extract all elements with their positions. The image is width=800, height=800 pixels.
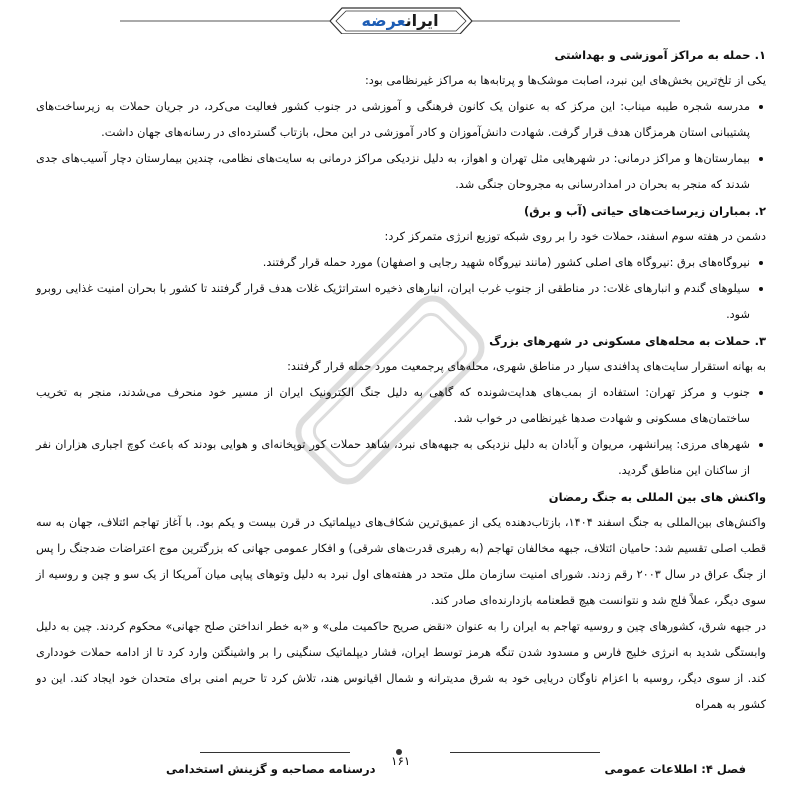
bullet-list <box>36 94 766 198</box>
section-intro: یکی از تلخ‌ترین بخش‌های این نبرد، اصابت موشک‌ها و پرتابه‌ها به مراکز غیرنظامی بود: <box>364 74 766 87</box>
chapter-title: فصل ۴: اطلاعات عمومی <box>604 762 746 776</box>
page-number: ۱۶۱ <box>391 754 411 768</box>
list-item: جنوب و مرکز تهران: استفاده از بمب‌های هدایت‌شونده که گاهی به دلیل جنگ الکترونیک ایران از مسیر خود منحرف می‌شدند، منجر به تخریب ساختمان‌های مسکونی و شهادت صدها غیرنظامی در خواب شد. <box>36 380 750 432</box>
section-heading: ۲. بمباران زیرساخت‌های حیاتی (آب و برق) <box>523 204 766 218</box>
site-logo <box>350 8 450 34</box>
list-item: شهرهای مرزی: پیرانشهر، مریوان و آبادان به دلیل نزدیکی به جبهه‌های نبرد، شاهد حملات کور توپخانه‌ای و هوایی بودند که باعث کوچ اجباری هزاران نفر از ساکنان این مناطق گردید. <box>36 432 750 484</box>
list-item: مدرسه شجره طیبه میناب: این مرکز که به عنوان یک کانون فرهنگی و آموزشی در جنوب کشور فعالیت می‌کرد، در جریان حملات به زیرساخت‌های پشتیبانی استان هرمزگان هدف قرار گرفت. شهادت دانش‌آموزان و کادر آموزشی در این محل، بازتاب گسترده‌ای در رسانه‌های جهان داشت. <box>36 94 750 146</box>
section-heading: ۱. حمله به مراکز آموزشی و بهداشتی <box>554 48 766 62</box>
list-item: بیمارستان‌ها و مراکز درمانی: در شهرهایی مثل تهران و اهواز، به دلیل نزدیکی مراکز درمانی به سایت‌های نظامی، چندین بیمارستان دچار آسیب‌های جدی شدند که منجر به بحران در امدادرسانی به مجروحان جنگی شد. <box>36 146 750 198</box>
list-item: سیلوهای گندم و انبارهای غلات: در مناطقی از جنوب غرب ایران، انبارهای ذخیره استراتژیک غلات هدف قرار گرفتند تا کشور با بحران امنیت غذایی روبرو شود. <box>36 276 750 328</box>
page-content <box>36 42 766 718</box>
body-paragraph: در جبهه شرق، کشورهای چین و روسیه تهاجم به ایران را به عنوان «نقض صریح حاکمیت ملی» و «به خطر انداختن صلح جهانی» محکوم کردند. چین به دلیل وابستگی شدید به انرژی خلیج فارس و مسدود شدن تنگه هرمز توسط ایران، فشار دیپلماتیک سنگینی را بر واشینگتن وارد کرد تا از ادامه حملات خودداری کند. از سوی دیگر، روسیه با اعزام ناوگان دریایی خود به شرق مدیترانه و شمال اقیانوس هند، تلاش کرد تا حریم امنی برای متحدان خود ایجاد کند. این دو کشور به همراه <box>36 620 766 711</box>
footer-divider <box>200 752 600 753</box>
bullet-list <box>36 380 766 484</box>
list-item: نیروگاه‌های برق :نیروگاه های اصلی کشور (مانند نیروگاه شهید رجایی و اصفهان) مورد حمله قرار گرفتند. <box>36 250 750 276</box>
section-heading: ۳. حملات به محله‌های مسکونی در شهرهای بزرگ <box>489 334 766 348</box>
body-paragraph: واکنش‌های بین‌المللی به جنگ اسفند ۱۴۰۴، بازتاب‌دهنده یکی از عمیق‌ترین شکاف‌های دیپلماتیک در قرن بیست و یکم بود. با آغاز تهاجم ائتلاف، جهان به سه قطب اصلی تقسیم شد: حامیان ائتلاف، جبهه مخالفان تهاجم (به رهبری قدرت‌های شرقی) و افکار عمومی جهانی که بزرگترین موج اعتراضات ضدجنگ را پس از جنگ عراق در سال ۲۰۰۳ رقم زدند. شورای امنیت سازمان ملل متحد در هفته‌های اول نبرد به دلیل وتوهای پیاپی میان آمریکا از یک سو و چین و روسیه از سوی دیگر، عملاً فلج شد و نتوانست هیچ قطعنامه بازدارنده‌ای صادر کند. <box>36 516 767 607</box>
logo-text-2: عرضه <box>361 11 406 30</box>
header-banner <box>120 4 680 34</box>
section-intro: به بهانه استقرار سایت‌های پدافندی سیار در مناطق شهری، محله‌های پرجمعیت مورد حمله قرار گرفتند: <box>287 360 766 373</box>
section-intro: دشمن در هفته سوم اسفند، حملات خود را بر روی شبکه توزیع انرژی متمرکز کرد: <box>384 230 766 243</box>
book-title: درسنامه مصاحبه و گزینش استخدامی <box>166 762 376 776</box>
logo-text-1: ایران <box>405 11 439 30</box>
bullet-list <box>36 250 766 328</box>
page-footer <box>36 754 766 786</box>
section-heading: واکنش های بین المللی به جنگ رمضان <box>548 490 766 504</box>
